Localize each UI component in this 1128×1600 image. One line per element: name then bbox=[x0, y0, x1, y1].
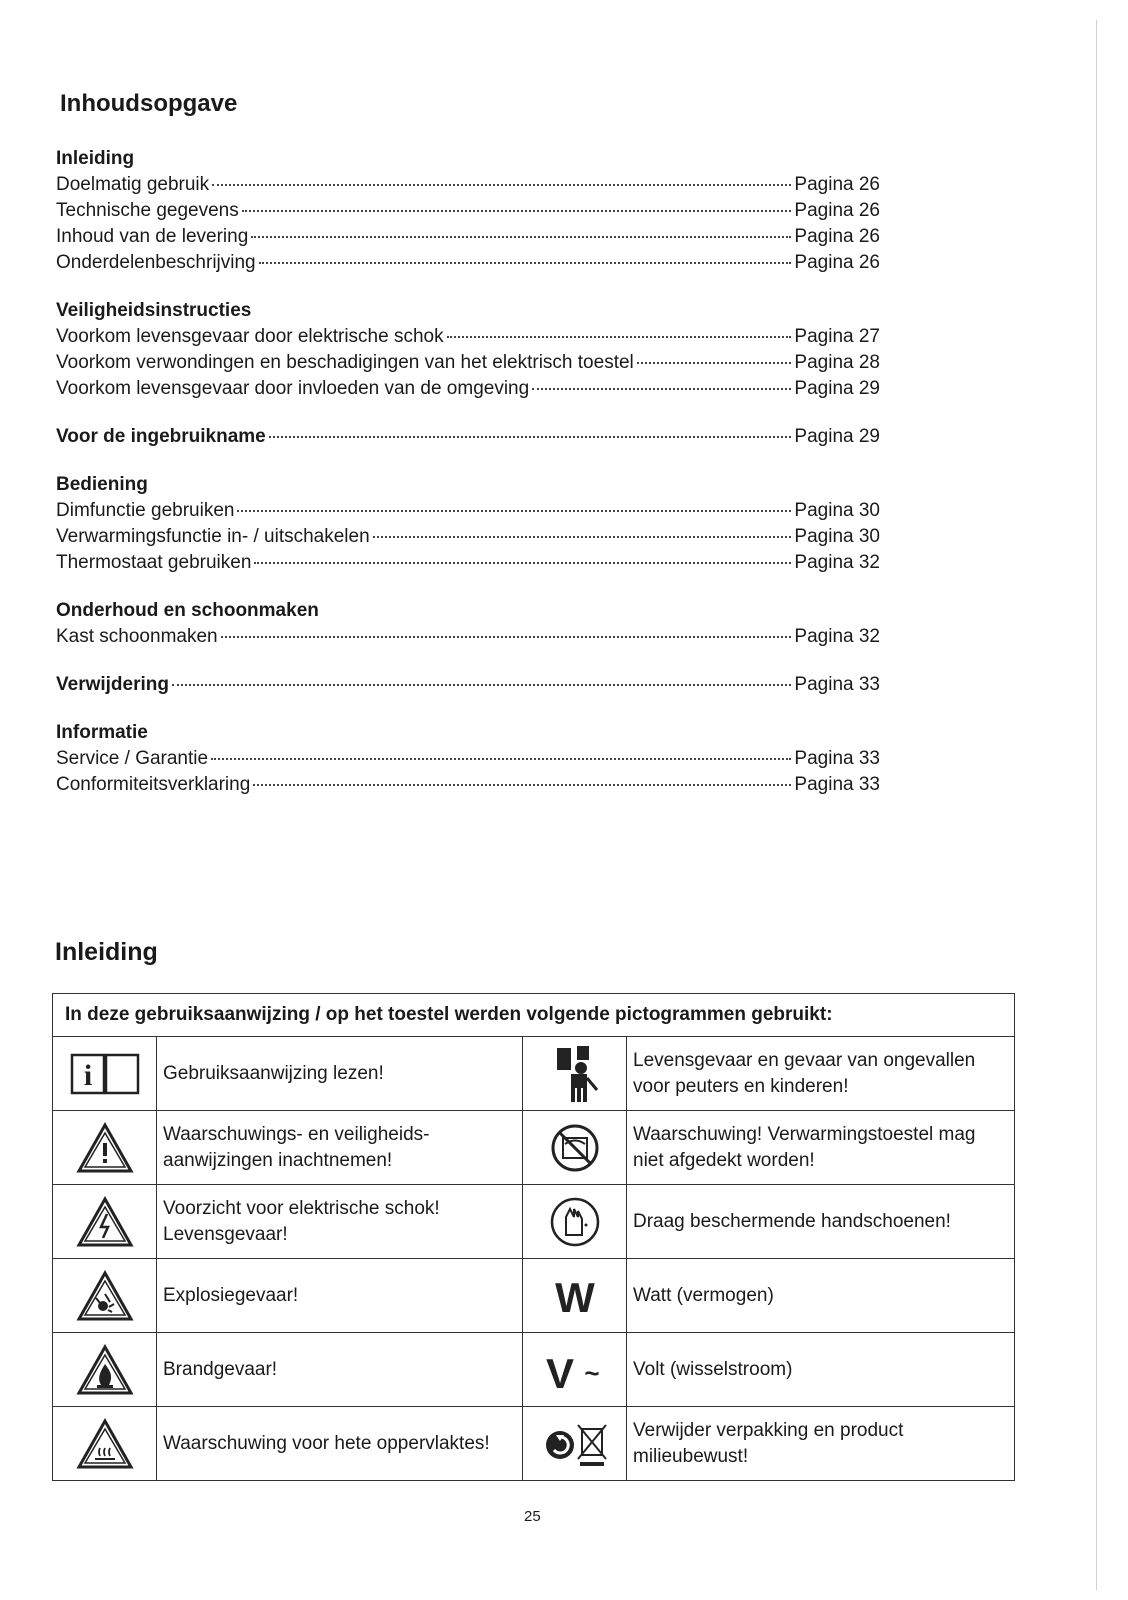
no-cover-icon bbox=[523, 1111, 627, 1185]
toc-entry bbox=[56, 524, 880, 550]
pictogram-table-header: In deze gebruiksaanwijzing / op het toestel werden volgende pictogrammen gebruikt: bbox=[53, 994, 1015, 1037]
toc-entry-label: Thermostaat gebruiken bbox=[56, 552, 252, 573]
pictogram-description: Levensgevaar en gevaar van ongevallen voor peuters en kinderen! bbox=[627, 1037, 1015, 1111]
toc-entry bbox=[56, 424, 880, 450]
dot-leader bbox=[172, 684, 791, 686]
toc-title: Inhoudsopgave bbox=[60, 90, 238, 117]
toc-entry-label: Dimfunctie gebruiken bbox=[56, 500, 235, 521]
toc-entry-page: Pagina 27 bbox=[794, 326, 880, 347]
toc-entry-page: Pagina 29 bbox=[794, 426, 880, 447]
child-hazard-icon bbox=[523, 1037, 627, 1111]
watt-icon bbox=[523, 1259, 627, 1333]
pictogram-description: Voorzicht voor elektrische schok! Levensgevaar! bbox=[157, 1185, 523, 1259]
dot-leader bbox=[269, 436, 792, 438]
toc-heading: Informatie bbox=[56, 722, 148, 743]
toc-entry bbox=[56, 498, 880, 524]
toc-entry-label: Conformiteitsverklaring bbox=[56, 774, 251, 795]
toc-heading: Verwijdering bbox=[56, 674, 169, 695]
toc-entry-page: Pagina 26 bbox=[794, 226, 880, 247]
dot-leader bbox=[242, 210, 792, 212]
pictogram-description: Verwijder verpakking en product milieubewust! bbox=[627, 1407, 1015, 1481]
watt-symbol: W bbox=[554, 1273, 595, 1318]
toc-entry-page: Pagina 33 bbox=[794, 748, 880, 769]
toc-entry bbox=[56, 672, 880, 698]
toc-entry-label: Inhoud van de levering bbox=[56, 226, 249, 247]
volt-symbol: V bbox=[545, 1349, 574, 1392]
table-row bbox=[53, 1037, 1015, 1111]
intro-title: Inleiding bbox=[55, 938, 158, 966]
dot-leader bbox=[237, 510, 791, 512]
toc-section-onderhoud bbox=[56, 598, 880, 650]
toc-heading: Onderhoud en schoonmaken bbox=[56, 600, 319, 621]
table-row bbox=[53, 1185, 1015, 1259]
toc-entry-page: Pagina 33 bbox=[794, 774, 880, 795]
toc-entry bbox=[56, 624, 880, 650]
electric-shock-icon bbox=[53, 1185, 157, 1259]
recycle-weee-icon bbox=[523, 1407, 627, 1481]
toc-entry bbox=[56, 350, 880, 376]
toc-entry-page: Pagina 32 bbox=[794, 626, 880, 647]
volt-ac-icon bbox=[523, 1333, 627, 1407]
toc-entry bbox=[56, 198, 880, 224]
toc-entry-label: Onderdelenbeschrijving bbox=[56, 252, 256, 273]
book-letter: i bbox=[83, 1058, 92, 1092]
dot-leader bbox=[254, 562, 791, 564]
explosion-icon bbox=[53, 1259, 157, 1333]
toc-section-bediening bbox=[56, 472, 880, 576]
table-row bbox=[53, 1333, 1015, 1407]
toc-entry-page: Pagina 26 bbox=[794, 200, 880, 221]
table-of-contents bbox=[56, 146, 880, 820]
pictogram-description: Brandgevaar! bbox=[157, 1333, 523, 1407]
toc-entry bbox=[56, 772, 880, 798]
toc-section-ingebruikname bbox=[56, 424, 880, 450]
toc-section-inleiding bbox=[56, 146, 880, 276]
dot-leader bbox=[253, 784, 791, 786]
toc-entry-page: Pagina 29 bbox=[794, 378, 880, 399]
toc-entry bbox=[56, 324, 880, 350]
toc-entry-label: Service / Garantie bbox=[56, 748, 209, 769]
pictogram-description: Volt (wisselstroom) bbox=[627, 1333, 1015, 1407]
toc-section-verwijdering bbox=[56, 672, 880, 698]
toc-entry bbox=[56, 224, 880, 250]
toc-entry-label: Kast schoonmaken bbox=[56, 626, 218, 647]
dot-leader bbox=[532, 388, 791, 390]
dot-leader bbox=[373, 536, 792, 538]
pictogram-description: Draag beschermende handschoenen! bbox=[627, 1185, 1015, 1259]
page-edge-line bbox=[1096, 20, 1097, 1590]
dot-leader bbox=[221, 636, 792, 638]
toc-entry-page: Pagina 32 bbox=[794, 552, 880, 573]
hot-surface-icon bbox=[53, 1407, 157, 1481]
ac-tilde-symbol: ~ bbox=[583, 1357, 600, 1388]
table-row bbox=[53, 1111, 1015, 1185]
dot-leader bbox=[637, 362, 792, 364]
pictogram-description: Waarschuwing! Verwarmingstoestel mag niet afgedekt worden! bbox=[627, 1111, 1015, 1185]
fire-icon bbox=[53, 1333, 157, 1407]
table-row bbox=[53, 1407, 1015, 1481]
toc-entry-page: Pagina 30 bbox=[794, 526, 880, 547]
toc-section-informatie bbox=[56, 720, 880, 798]
toc-section-veiligheid bbox=[56, 298, 880, 402]
dot-leader bbox=[251, 236, 791, 238]
pictogram-description: Explosiegevaar! bbox=[157, 1259, 523, 1333]
toc-entry-label: Verwarmingsfunctie in- / uitschakelen bbox=[56, 526, 370, 547]
toc-entry-label: Voorkom verwondingen en beschadigingen van het elektrisch toestel bbox=[56, 352, 634, 373]
pictogram-description: Waarschuwings- en veiligheids- aanwijzingen inachtnemen! bbox=[157, 1111, 523, 1185]
pictogram-description: Gebruiksaanwijzing lezen! bbox=[157, 1037, 523, 1111]
toc-entry bbox=[56, 746, 880, 772]
toc-entry-label: Doelmatig gebruik bbox=[56, 174, 210, 195]
pictogram-table-header-row bbox=[53, 994, 1015, 1037]
toc-entry-label: Voorkom levensgevaar door invloeden van de omgeving bbox=[56, 378, 530, 399]
pictogram-description: Waarschuwing voor hete oppervlaktes! bbox=[157, 1407, 523, 1481]
pictogram-description: Watt (vermogen) bbox=[627, 1259, 1015, 1333]
toc-heading: Veiligheidsinstructies bbox=[56, 300, 252, 321]
toc-heading: Bediening bbox=[56, 474, 148, 495]
toc-entry bbox=[56, 250, 880, 276]
toc-entry-page: Pagina 30 bbox=[794, 500, 880, 521]
toc-entry bbox=[56, 172, 880, 198]
toc-entry-page: Pagina 26 bbox=[794, 174, 880, 195]
toc-heading: Inleiding bbox=[56, 148, 135, 169]
pictogram-table bbox=[52, 993, 1015, 1481]
dot-leader bbox=[259, 262, 792, 264]
gloves-icon bbox=[523, 1185, 627, 1259]
toc-entry-page: Pagina 28 bbox=[794, 352, 880, 373]
page-number: 25 bbox=[524, 1508, 541, 1525]
book-info-icon bbox=[53, 1037, 157, 1111]
toc-entry-label: Technische gegevens bbox=[56, 200, 239, 221]
table-row bbox=[53, 1259, 1015, 1333]
toc-entry bbox=[56, 550, 880, 576]
warning-triangle-icon bbox=[53, 1111, 157, 1185]
toc-entry bbox=[56, 376, 880, 402]
toc-entry-page: Pagina 33 bbox=[794, 674, 880, 695]
toc-entry-page: Pagina 26 bbox=[794, 252, 880, 273]
toc-heading: Voor de ingebruikname bbox=[56, 426, 266, 447]
toc-entry-label: Voorkom levensgevaar door elektrische schok bbox=[56, 326, 444, 347]
dot-leader bbox=[212, 184, 791, 186]
dot-leader bbox=[211, 758, 791, 760]
dot-leader bbox=[447, 336, 792, 338]
